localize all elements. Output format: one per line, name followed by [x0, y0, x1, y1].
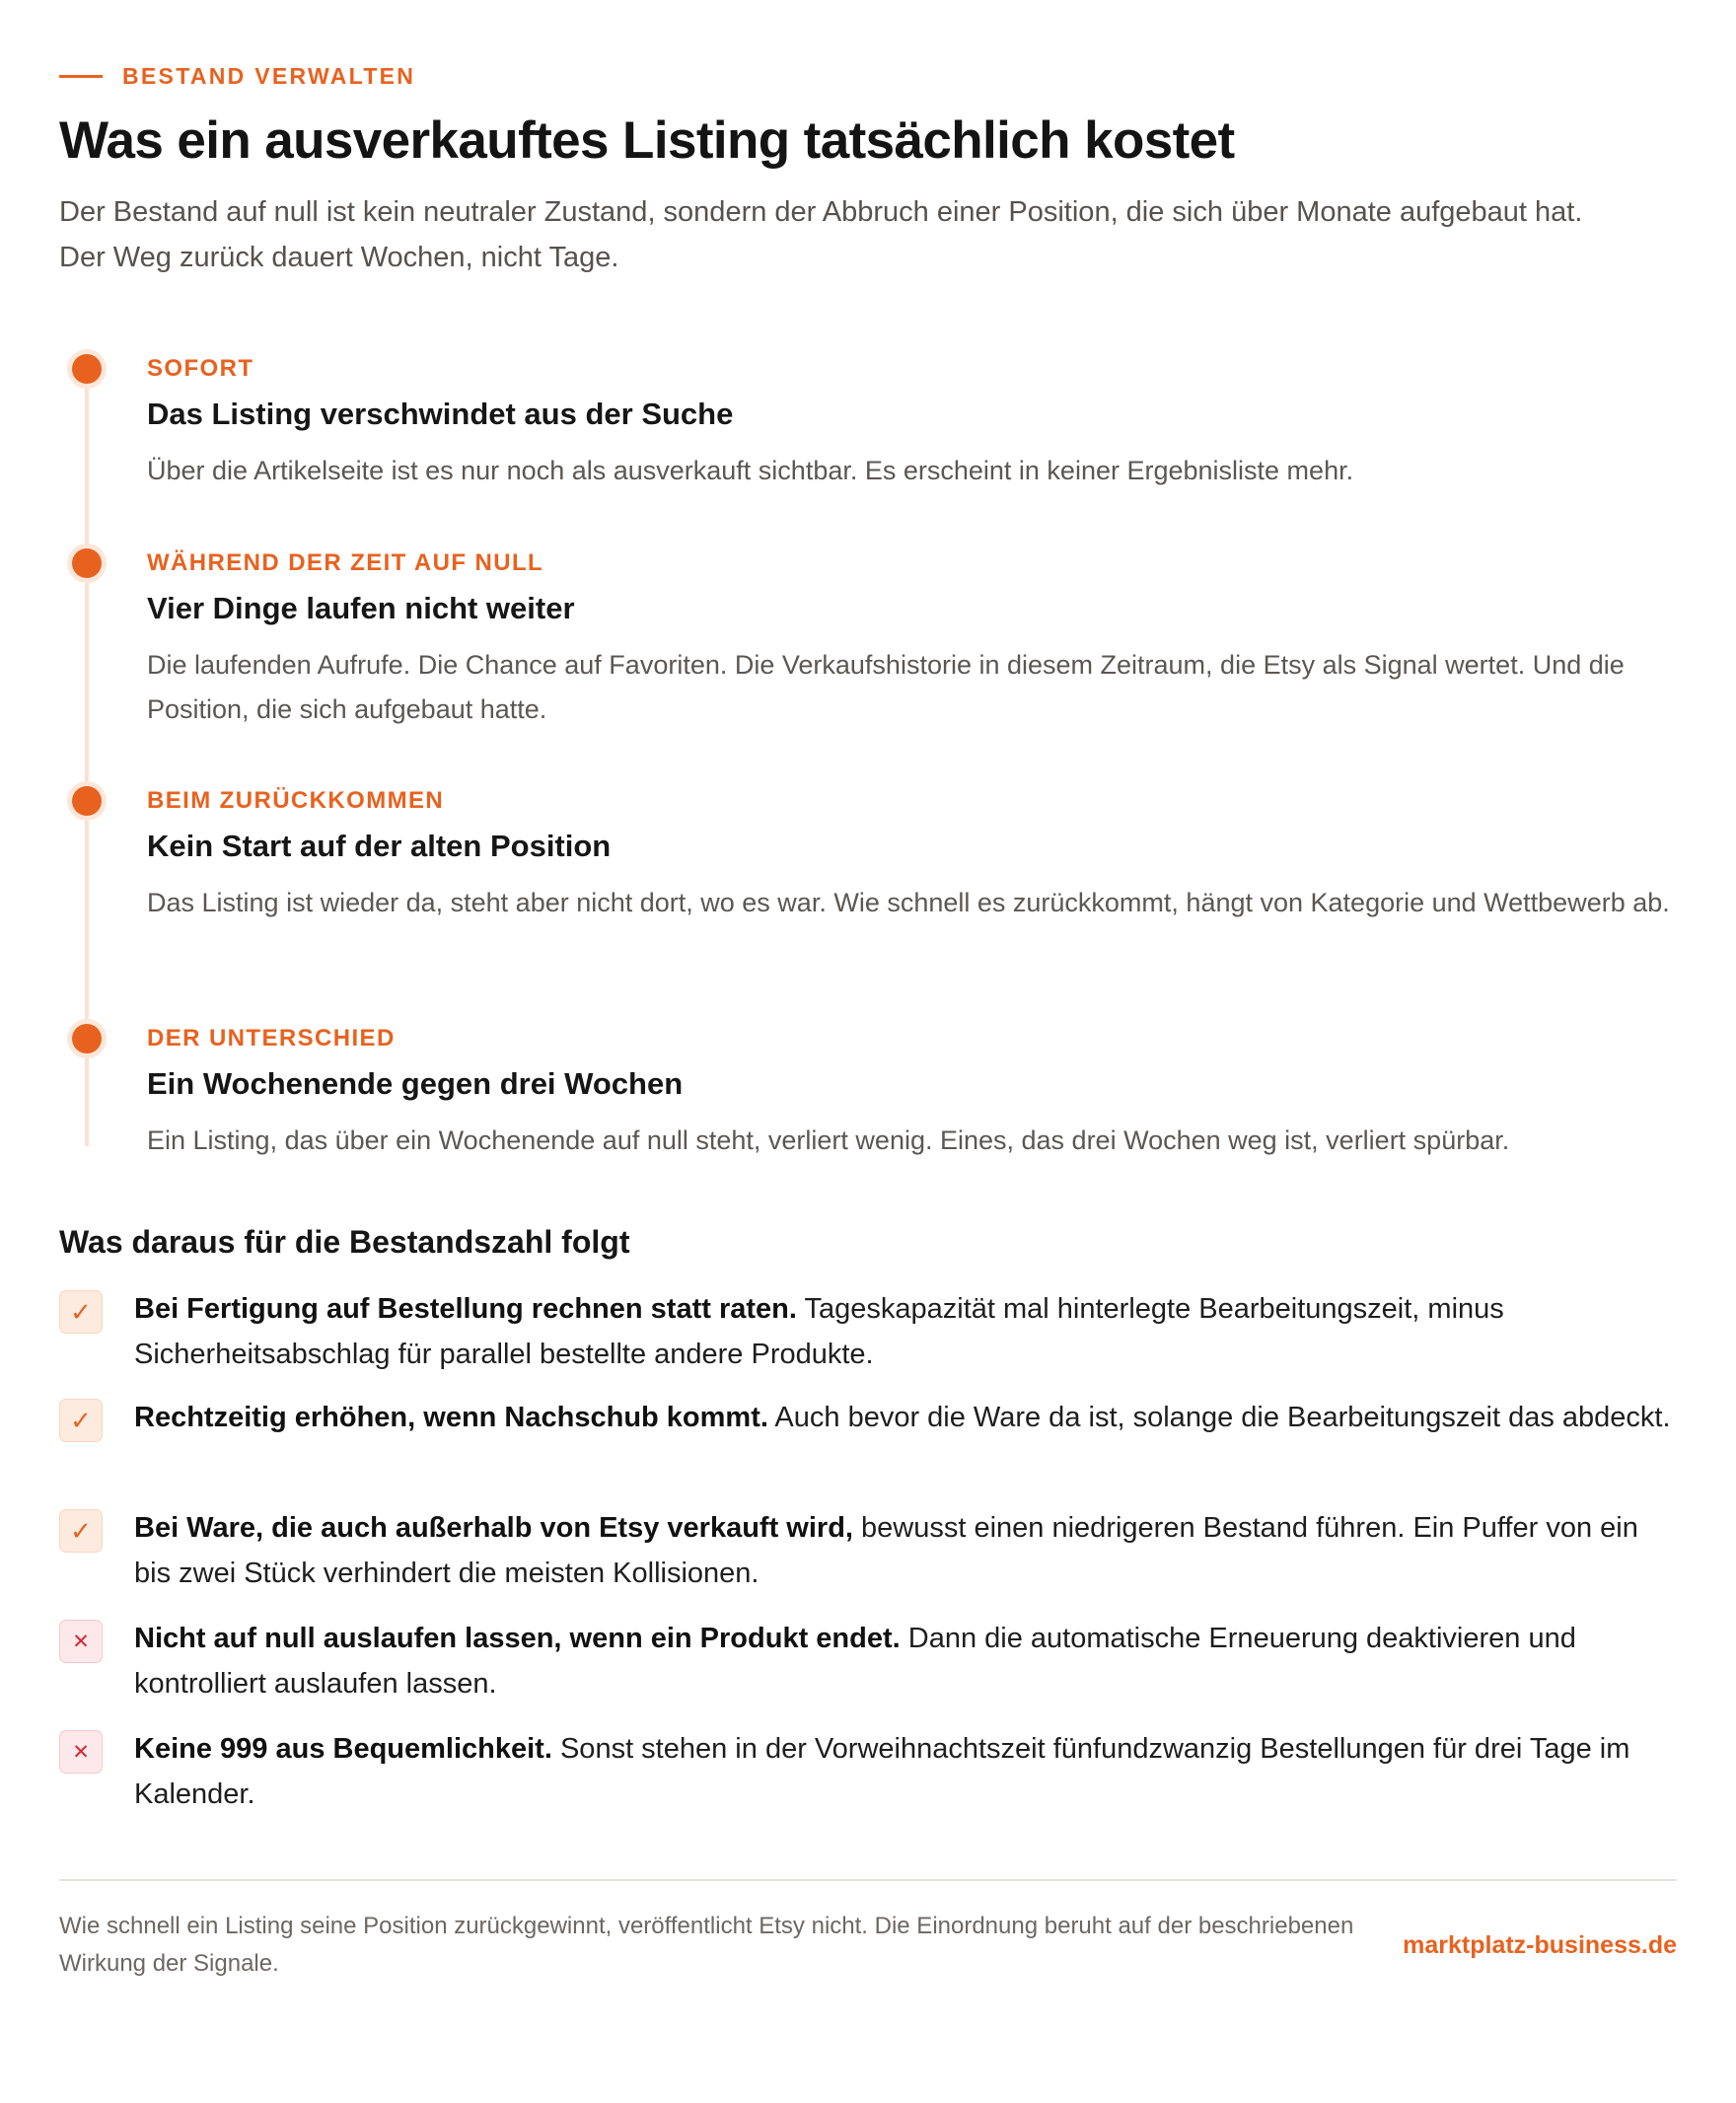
checklist-text: [134, 1505, 1673, 1596]
kicker: [59, 63, 415, 90]
timeline-label: SOFORT: [147, 355, 254, 382]
cross-icon: ✕: [59, 1730, 103, 1774]
timeline-heading: Kein Start auf der alten Position: [147, 829, 612, 863]
checklist-detail: Sonst stehen in der Vorweihnachtszeit fünfundzwanzig Bestellungen für drei Tage im Kalender.: [134, 1733, 1630, 1810]
timeline-dot-icon: [67, 781, 107, 821]
timeline-dot-icon: [67, 1019, 107, 1058]
checklist-text: [134, 1616, 1673, 1706]
checklist-detail: Tageskapazität mal hinterlegte Bearbeitungszeit, minus Sicherheitsabschlag für parallel bestellte andere Produkte.: [134, 1293, 1504, 1370]
checkmark-icon: ✓: [59, 1399, 103, 1442]
section-title: Was daraus für die Bestandszahl folgt: [59, 1224, 630, 1260]
footnote: Wie schnell ein Listing seine Position zurückgewinnt, veröffentlicht Etsy nicht. Die Einordnung beruht auf der beschriebenen Wirkung der Signale.: [59, 1913, 1354, 1977]
cross-icon: ✕: [59, 1620, 103, 1663]
checklist-text: [134, 1286, 1673, 1377]
timeline-body: Die laufenden Aufrufe. Die Chance auf Favoriten. Die Verkaufshistorie in diesem Zeitraum, die Etsy als Signal wertet. Und die Position, die sich aufgebaut hatte.: [147, 650, 1625, 724]
timeline-dot-icon: [67, 349, 107, 389]
checklist: [59, 1278, 1677, 1831]
checklist-detail: bewusst einen niedrigeren Bestand führen. Ein Puffer von ein bis zwei Stück verhindert die meisten Kollisionen.: [134, 1512, 1638, 1589]
timeline-label: DER UNTERSCHIED: [147, 1025, 396, 1052]
timeline-body: Über die Artikelseite ist es nur noch als ausverkauft sichtbar. Es erscheint in keiner Ergebnisliste mehr.: [147, 456, 1354, 485]
checklist-bold: Bei Fertigung auf Bestellung rechnen statt raten.: [134, 1293, 797, 1325]
brand-link[interactable]: marktplatz-business.de: [1403, 1931, 1677, 1959]
checkmark-icon: ✓: [59, 1509, 103, 1553]
timeline-label: BEIM ZURÜCKKOMMEN: [147, 787, 445, 814]
timeline-heading: Ein Wochenende gegen drei Wochen: [147, 1066, 684, 1101]
page-title: Was ein ausverkauftes Listing tatsächlich kostet: [59, 111, 1235, 170]
timeline-label: WÄHREND DER ZEIT AUF NULL: [147, 549, 544, 576]
checklist-detail: Dann die automatische Erneuerung deaktivieren und kontrolliert auslaufen lassen.: [134, 1623, 1576, 1700]
checklist-bold: Keine 999 aus Bequemlichkeit.: [134, 1733, 552, 1765]
intro-text: Der Bestand auf null ist kein neutraler Zustand, sondern der Abbruch einer Position, die sich über Monate aufgebaut hat. Der Weg zurück dauert Wochen, nicht Tage.: [59, 196, 1583, 273]
kicker-rule: [59, 75, 103, 78]
timeline-heading: Vier Dinge laufen nicht weiter: [147, 591, 575, 625]
kicker-text: BESTAND VERWALTEN: [122, 63, 416, 89]
checklist-detail: Auch bevor die Ware da ist, solange die Bearbeitungszeit das abdeckt.: [774, 1402, 1671, 1433]
checklist-bold: Nicht auf null auslaufen lassen, wenn ein Produkt endet.: [134, 1623, 901, 1654]
checkmark-icon: ✓: [59, 1290, 103, 1334]
timeline-body: Das Listing ist wieder da, steht aber nicht dort, wo es war. Wie schnell es zurückkommt, hängt von Kategorie und Wettbewerb ab.: [147, 888, 1670, 917]
checklist-bold: Rechtzeitig erhöhen, wenn Nachschub kommt.: [134, 1402, 768, 1433]
timeline: [59, 345, 1677, 1154]
checklist-text: [134, 1726, 1673, 1817]
checklist-bold: Bei Ware, die auch außerhalb von Etsy verkauft wird,: [134, 1512, 853, 1544]
timeline-dot-icon: [67, 544, 107, 583]
checklist-text: [134, 1395, 1673, 1440]
timeline-body: Ein Listing, das über ein Wochenende auf null steht, verliert wenig. Eines, das drei Wochen weg ist, verliert spürbar.: [147, 1125, 1510, 1155]
timeline-heading: Das Listing verschwindet aus der Suche: [147, 397, 734, 431]
footer-divider: [59, 1879, 1677, 1881]
